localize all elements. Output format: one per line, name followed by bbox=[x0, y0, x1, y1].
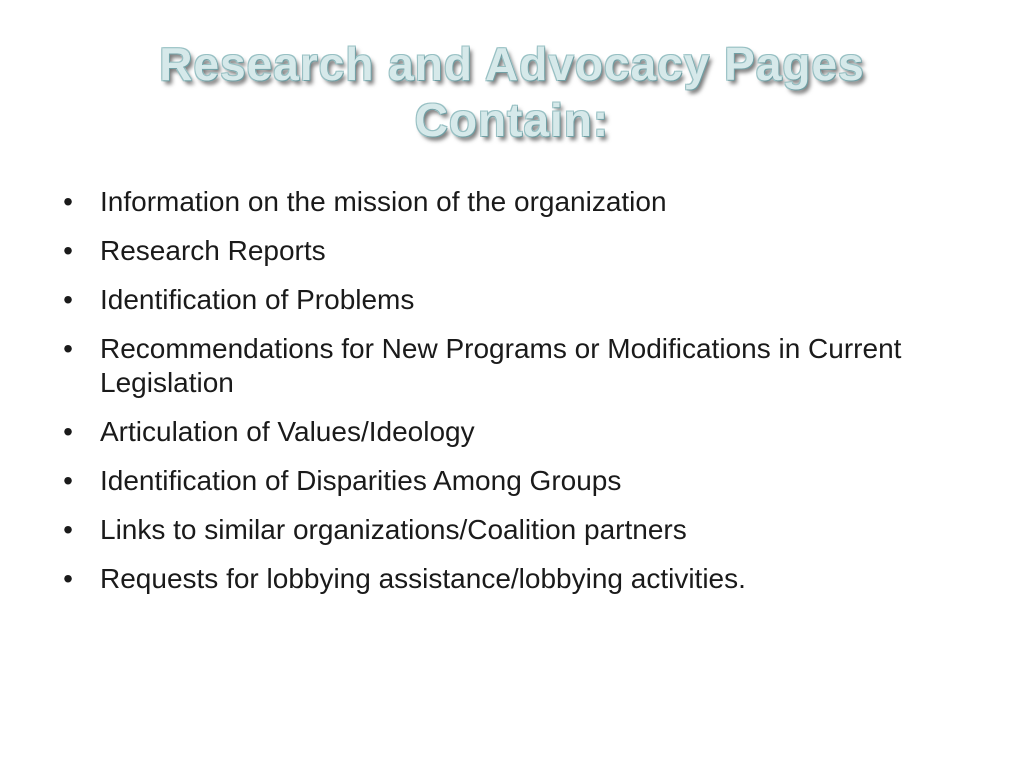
slide-title-line-2: Contain: bbox=[414, 94, 610, 146]
bullet-dot-icon: • bbox=[63, 514, 73, 545]
bullet-item bbox=[58, 332, 968, 400]
bullet-dot-icon: • bbox=[63, 333, 73, 364]
bullet-item bbox=[58, 283, 968, 317]
bullet-dot-icon: • bbox=[63, 563, 73, 594]
bullet-dot-icon: • bbox=[63, 416, 73, 447]
bullet-dot-icon: • bbox=[63, 186, 73, 217]
bullet-item bbox=[58, 464, 968, 498]
bullet-item bbox=[58, 185, 968, 219]
bullet-text-problems: Identification of Problems bbox=[100, 284, 415, 315]
bullet-text-recommendations: Recommendations for New Programs or Modifications in Current Legislation bbox=[100, 333, 902, 398]
bullet-dot-icon: • bbox=[63, 284, 73, 315]
bullet-text-links: Links to similar organizations/Coalition partners bbox=[100, 514, 687, 545]
bullet-text-values: Articulation of Values/Ideology bbox=[100, 416, 475, 447]
bullet-item bbox=[58, 562, 968, 596]
slide-title bbox=[60, 36, 964, 148]
slide-title-line-1: Research and Advocacy Pages bbox=[159, 38, 865, 90]
bullet-item bbox=[58, 513, 968, 547]
bullet-item bbox=[58, 234, 968, 268]
bullet-text-research-reports: Research Reports bbox=[100, 235, 326, 266]
bullet-text-mission: Information on the mission of the organization bbox=[100, 186, 667, 217]
bullet-list bbox=[58, 185, 968, 611]
bullet-text-disparities: Identification of Disparities Among Groups bbox=[100, 465, 622, 496]
bullet-text-lobbying: Requests for lobbying assistance/lobbying activities. bbox=[100, 563, 746, 594]
bullet-dot-icon: • bbox=[63, 465, 73, 496]
bullet-dot-icon: • bbox=[63, 235, 73, 266]
bullet-item bbox=[58, 415, 968, 449]
